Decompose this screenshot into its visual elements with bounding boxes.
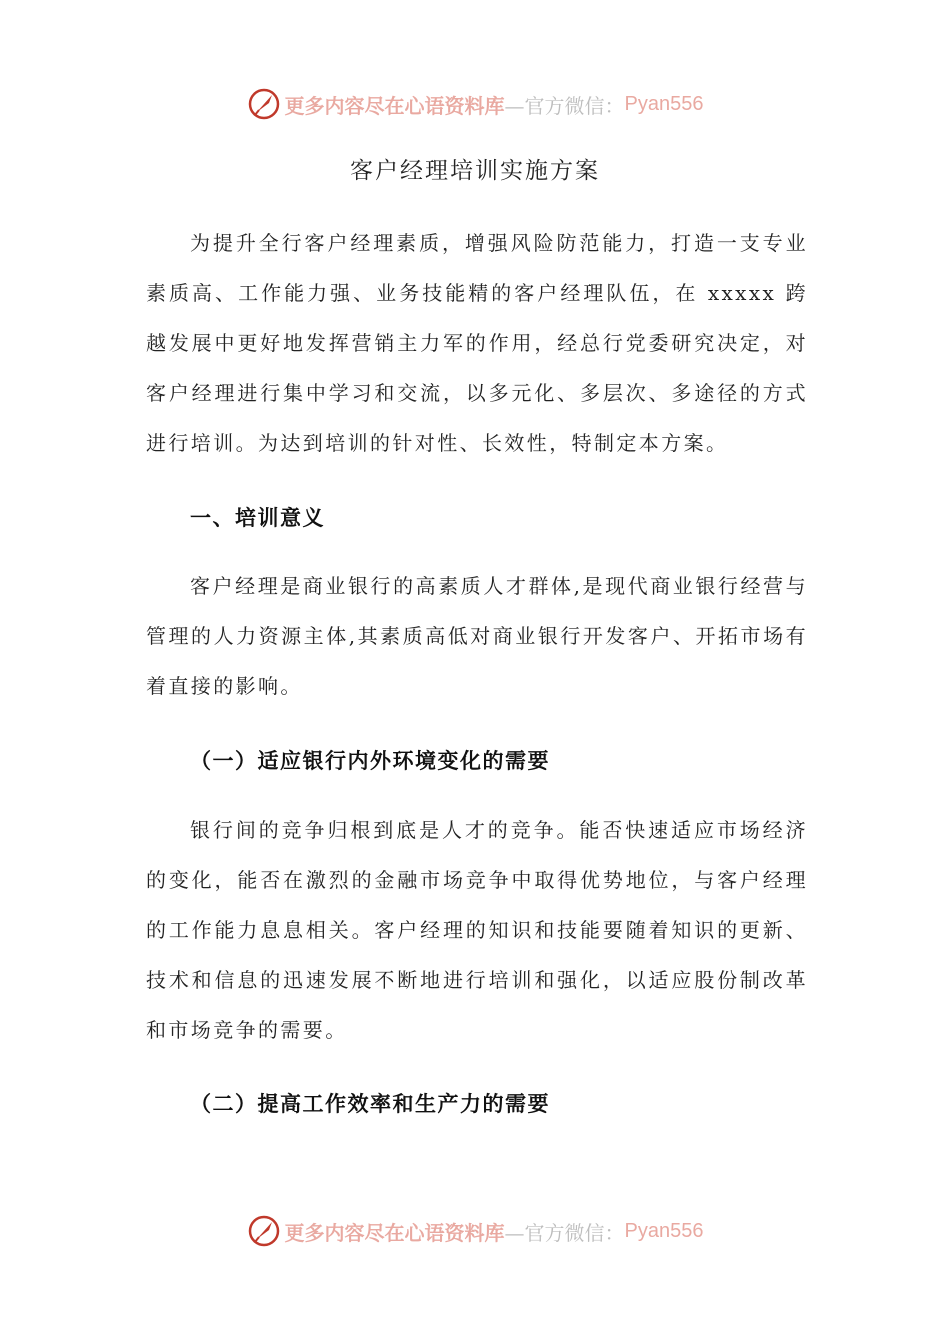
subsection1-paragraph: 银行间的竞争归根到底是人才的竞争。能否快速适应市场经济的变化，能否在激烈的金融市场竞争中取得优势地位，与客户经理的工作能力息息相关。客户经理的知识和技能要随着知识的更新、技术和信息的迅速发展不断地进行培训和强化，以适应股份制改革和市场竞争的需要。	[146, 818, 808, 1042]
watermark-banner-bottom	[0, 1211, 950, 1251]
section-heading-significance: 一、培训意义	[190, 505, 325, 530]
subsection-heading-efficiency: （二）提高工作效率和生产力的需要	[190, 1091, 550, 1116]
watermark-main-text: 更多内容尽在心语资料库	[284, 1220, 505, 1245]
quill-logo-icon	[247, 87, 281, 121]
watermark-main-text: 更多内容尽在心语资料库	[284, 93, 505, 118]
quill-logo-icon	[247, 1214, 281, 1248]
watermark-banner-top	[0, 84, 950, 124]
document-title: 客户经理培训实施方案	[350, 158, 600, 184]
subsection-heading-environment: （一）适应银行内外环境变化的需要	[190, 748, 550, 773]
watermark-sub-text: —官方微信：	[504, 93, 625, 118]
watermark-id-text: Pyan556	[624, 1219, 704, 1242]
intro-paragraph: 为提升全行客户经理素质，增强风险防范能力，打造一支专业素质高、工作能力强、业务技能精的客户经理队伍，在 xxxxx 跨越发展中更好地发挥营销主力军的作用，经总行党委研究决定，对客户经理进行集中学习和交流，以多元化、多层次、多途径的方式进行培训。为达到培训的针对性、长效性，特制定本方案。	[146, 231, 808, 455]
section1-paragraph: 客户经理是商业银行的高素质人才群体,是现代商业银行经营与管理的人力资源主体,其素质高低对商业银行开发客户、开拓市场有着直接的影响。	[146, 574, 808, 698]
watermark-id-text: Pyan556	[624, 92, 704, 115]
watermark-sub-text: —官方微信：	[504, 1220, 625, 1245]
